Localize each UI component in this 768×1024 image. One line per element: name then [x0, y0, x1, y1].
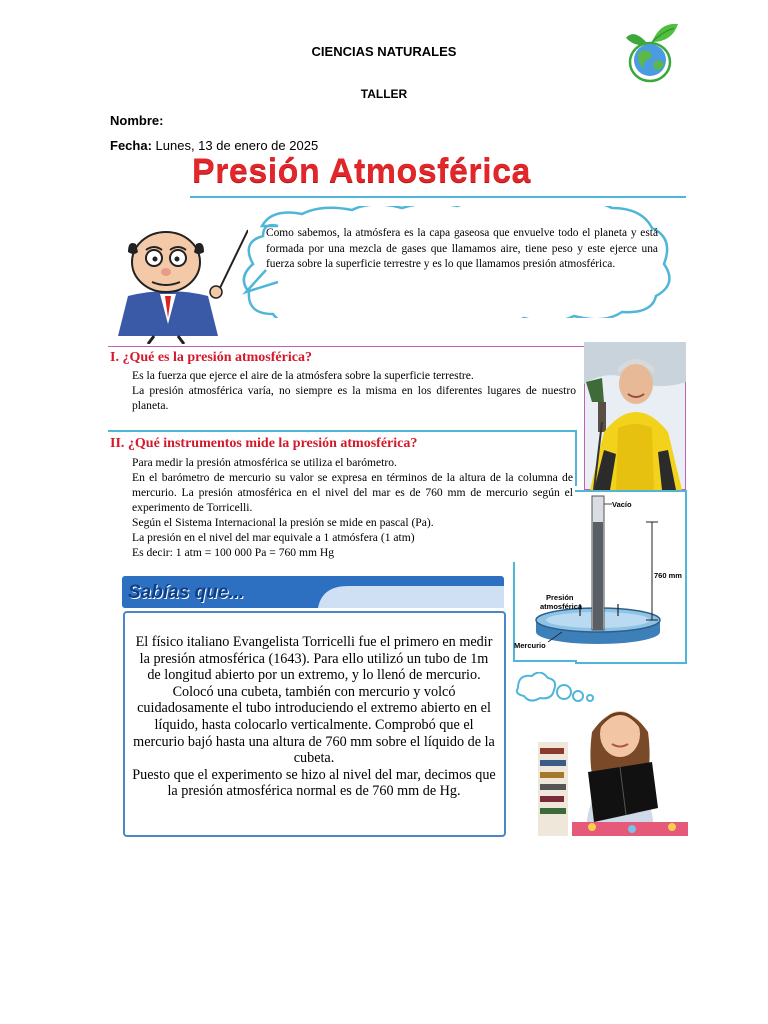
date-label: Fecha: [110, 138, 152, 153]
title-divider [190, 196, 686, 198]
earth-leaves-logo [618, 18, 686, 84]
label-presion: Presión [546, 593, 574, 602]
section2-number: II. [110, 436, 125, 451]
sabias-paragraph: El físico italiano Evangelista Torricelli fue el primero en medir la presión atmosférica (1643). Para ello utilizó un tubo de 1m de longitud abierto por un extremo, y lo llenó de mercurio. [135, 634, 493, 684]
section2-body [132, 455, 573, 560]
subject-title: CIENCIAS NATURALES [311, 44, 457, 59]
section2-line: La presión en el nivel del mar equivale a 1 atmósfera (1 atm) [132, 531, 415, 544]
section2-heading [110, 436, 417, 452]
section2-line: En el barómetro de mercurio su valor se expresa en términos de la altura de la columna de mercurio. La presión atmosférica en el nivel del mar es de 760 mm de mercurio según el experimento de Torricelli. [132, 471, 573, 514]
sabias-paragraph: Puesto que el experimento se hizo al nivel del mar, decimos que la presión atmosférica normal es de 760 mm de Hg. [132, 766, 496, 800]
sabias-paragraph: Colocó una cubeta, también con mercurio y volcó cuidadosamente el tubo introduciendo el extremo abierto en el líquido, hasta colocarlo verticalmente. Comprobó que el mercurio bajó hasta una altura de 760 mm sobre el líquido de la cubeta. [133, 683, 495, 767]
torricelli-barometer-diagram [512, 492, 690, 660]
section1-question: ¿Qué es la presión atmosférica? [122, 350, 312, 365]
name-label: Nombre: [110, 113, 164, 128]
section2-line: Según el Sistema Internacional la presión se mide en pascal (Pa). [132, 516, 434, 529]
worksheet-type: TALLER [360, 87, 408, 101]
section1-body [132, 368, 576, 413]
thought-bubbles [517, 672, 593, 701]
skier-photo [584, 342, 686, 490]
section2-question: ¿Qué instrumentos mide la presión atmosférica? [127, 436, 418, 451]
label-atmosferica: atmosférica [540, 602, 583, 611]
section1-heading [110, 350, 312, 366]
main-title: Presión Atmosférica [192, 152, 531, 190]
section1-number: I. [110, 350, 119, 365]
date-line [110, 138, 318, 153]
teacher-cartoon [108, 210, 248, 344]
section2-line: Para medir la presión atmosférica se utiliza el barómetro. [132, 456, 397, 469]
date-value: Lunes, 13 de enero de 2025 [155, 138, 319, 153]
label-vacio: Vacío [612, 500, 632, 509]
label-mercurio: Mercurio [514, 641, 546, 650]
girl-reading-photo [512, 672, 688, 836]
section1-line: Es la fuerza que ejerce el aire de la atmósfera sobre la superficie terrestre. [132, 369, 474, 382]
intro-paragraph: Como sabemos, la atmósfera es la capa gaseosa que envuelve todo el planeta y está formada por una mezcla de gases que llamamos aire, tiene peso y este ejerce una fuerza sobre la superficie terrestre y es lo que llamamos presión atmosférica. [266, 227, 658, 270]
section2-line: Es decir: 1 atm = 100 000 Pa = 760 mm Hg [132, 546, 335, 559]
sabias-title: Sabías que... [128, 582, 245, 603]
sabias-text [132, 634, 496, 800]
label-760mm: 760 mm [654, 571, 682, 580]
section1-line: La presión atmosférica varía, no siempre es la misma en los diferentes lugares de nuestro planeta. [132, 384, 576, 412]
